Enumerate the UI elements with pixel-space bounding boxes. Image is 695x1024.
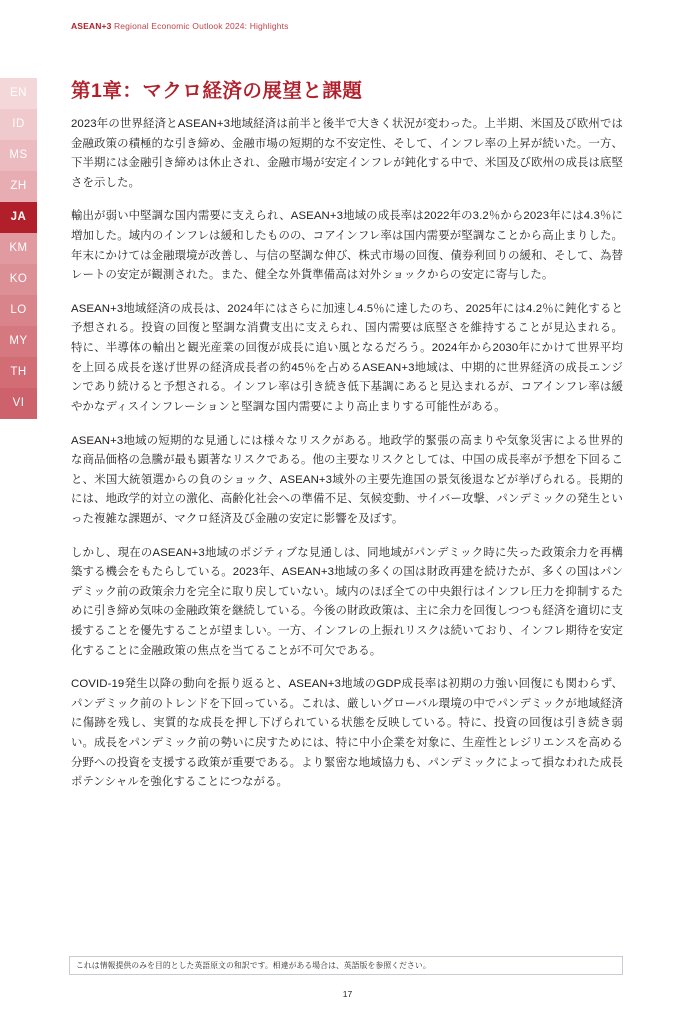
page-number: 17 <box>342 989 353 999</box>
footnote-box <box>69 956 623 975</box>
footnote-text: これは情報提供のみを目的とした英語原文の和訳です。相違がある場合は、英語版を参照ください。 <box>76 961 431 970</box>
language-item-id[interactable]: ID <box>0 109 37 140</box>
language-item-th[interactable]: TH <box>0 357 37 388</box>
language-item-en[interactable]: EN <box>0 78 37 109</box>
language-item-ko[interactable]: KO <box>0 264 37 295</box>
language-rail[interactable] <box>0 78 37 419</box>
header-brand: ASEAN+3 <box>71 21 112 31</box>
paragraph: 2023年の世界経済とASEAN+3地域経済は前半と後半で大きく状況が変わった。上半期、米国及び欧州では金融政策の積極的な引き締め、金融市場の短期的な不安定性、そして、インフレ率の上昇が続いた。一方、下半期には金融引き締めは休止され、金融市場が安定インフレが鈍化する中で、米国及び欧州の成長は底堅さを示した。 <box>71 118 623 189</box>
language-item-vi[interactable]: VI <box>0 388 37 419</box>
paragraph: COVID-19発生以降の動向を振り返ると、ASEAN+3地域のGDP成長率は初期の力強い回復にも関わらず、パンデミック前のトレンドを下回っている。これは、厳しいグローバル環境の中でパンデミックが地域経済に傷跡を残し、実質的な成長を押し下げられている状態を反映している。特に、投資の回復は引き続き弱い。成長をパンデミック前の勢いに戻すためには、特に中小企業を対象に、生産性とレジリエンスを高める分野への投資を支援する政策が重要である。より緊密な地域協力も、パンデミックによって損なわれた成長ポテンシャルを強化することにつながる。 <box>71 678 623 789</box>
body-content <box>71 115 623 793</box>
language-item-my[interactable]: MY <box>0 326 37 357</box>
language-item-lo[interactable]: LO <box>0 295 37 326</box>
language-item-ms[interactable]: MS <box>0 140 37 171</box>
page-title: 第1章：マクロ経済の展望と課題 <box>71 80 363 102</box>
paragraph: ASEAN+3地域の短期的な見通しには様々なリスクがある。地政学的緊張の高まりや気象災害による世界的な商品価格の急騰が最も顕著なリスクである。他の主要なリスクとしては、中国の成長率が予想を下回ること、米国大統領選からの負のショック、ASEAN+3域外の主要先進国の景気後退などが挙げられる。長期的には、地政学的対立の激化、高齢化社会への準備不足、気候変動、サイバー攻撃、パンデミックの発生といった複雑な課題が、マクロ経済及び金融の安定に影響を及ぼす。 <box>71 434 623 525</box>
language-item-ja[interactable]: JA <box>0 202 37 233</box>
running-header <box>71 21 289 31</box>
language-item-zh[interactable]: ZH <box>0 171 37 202</box>
language-item-km[interactable]: KM <box>0 233 37 264</box>
paragraph: ASEAN+3地域経済の成長は、2024年にはさらに加速し4.5％に達したのち、2025年には4.2％に鈍化すると予想される。投資の回復と堅調な消費支出に支えられ、国内需要は底堅さを維持することが見込まれる。特に、半導体の輸出と観光産業の回復が成長に追い風となるだろう。2024年から2030年にかけて世界平均を上回る成長を遂げ世界の経済成長者の約45％を占めるASEAN+3地域は、中期的に世界経済の成長エンジンであり続けると予想される。インフレ率は引き続き低下基調にあると見込まれるが、コアインフレ率は緩やかなディスインフレーションと堅調な国内需要により高止まりする可能性がある。 <box>71 302 623 413</box>
header-subtitle: Regional Economic Outlook 2024: Highlights <box>111 21 289 31</box>
paragraph: 輸出が弱い中堅調な国内需要に支えられ、ASEAN+3地域の成長率は2022年の3.2％から2023年には4.3％に増加した。域内のインフレは緩和したものの、コアインフレ率は国内需要が堅調なことから高止まりした。年末にかけては金融環境が改善し、与信の堅調な伸び、株式市場の回復、債券利回りの緩和、そして、為替レートの安定が観測された。また、健全な外貨準備高は対外ショックからの安定に寄与した。 <box>71 210 623 282</box>
paragraph: しかし、現在のASEAN+3地域のポジティブな見通しは、同地域がパンデミック時に失った政策余力を再構築する機会をもたらしている。2023年、ASEAN+3地域の多くの国は財政再建を続けたが、多くの国はパンデミック前の政策余力を完全に取り戻していない。域内のほぼ全ての中央銀行はインフレ圧力を抑制するために引き締め気味の金融政策を継続している。今後の財政政策は、主に余力を回復しつつも経済を適切に支援することを優先することが望ましい。一方、インフレの上振れリスクは続いており、インフレ期待を安定化することに金融政策の焦点を当てることが不可欠である。 <box>71 546 623 657</box>
